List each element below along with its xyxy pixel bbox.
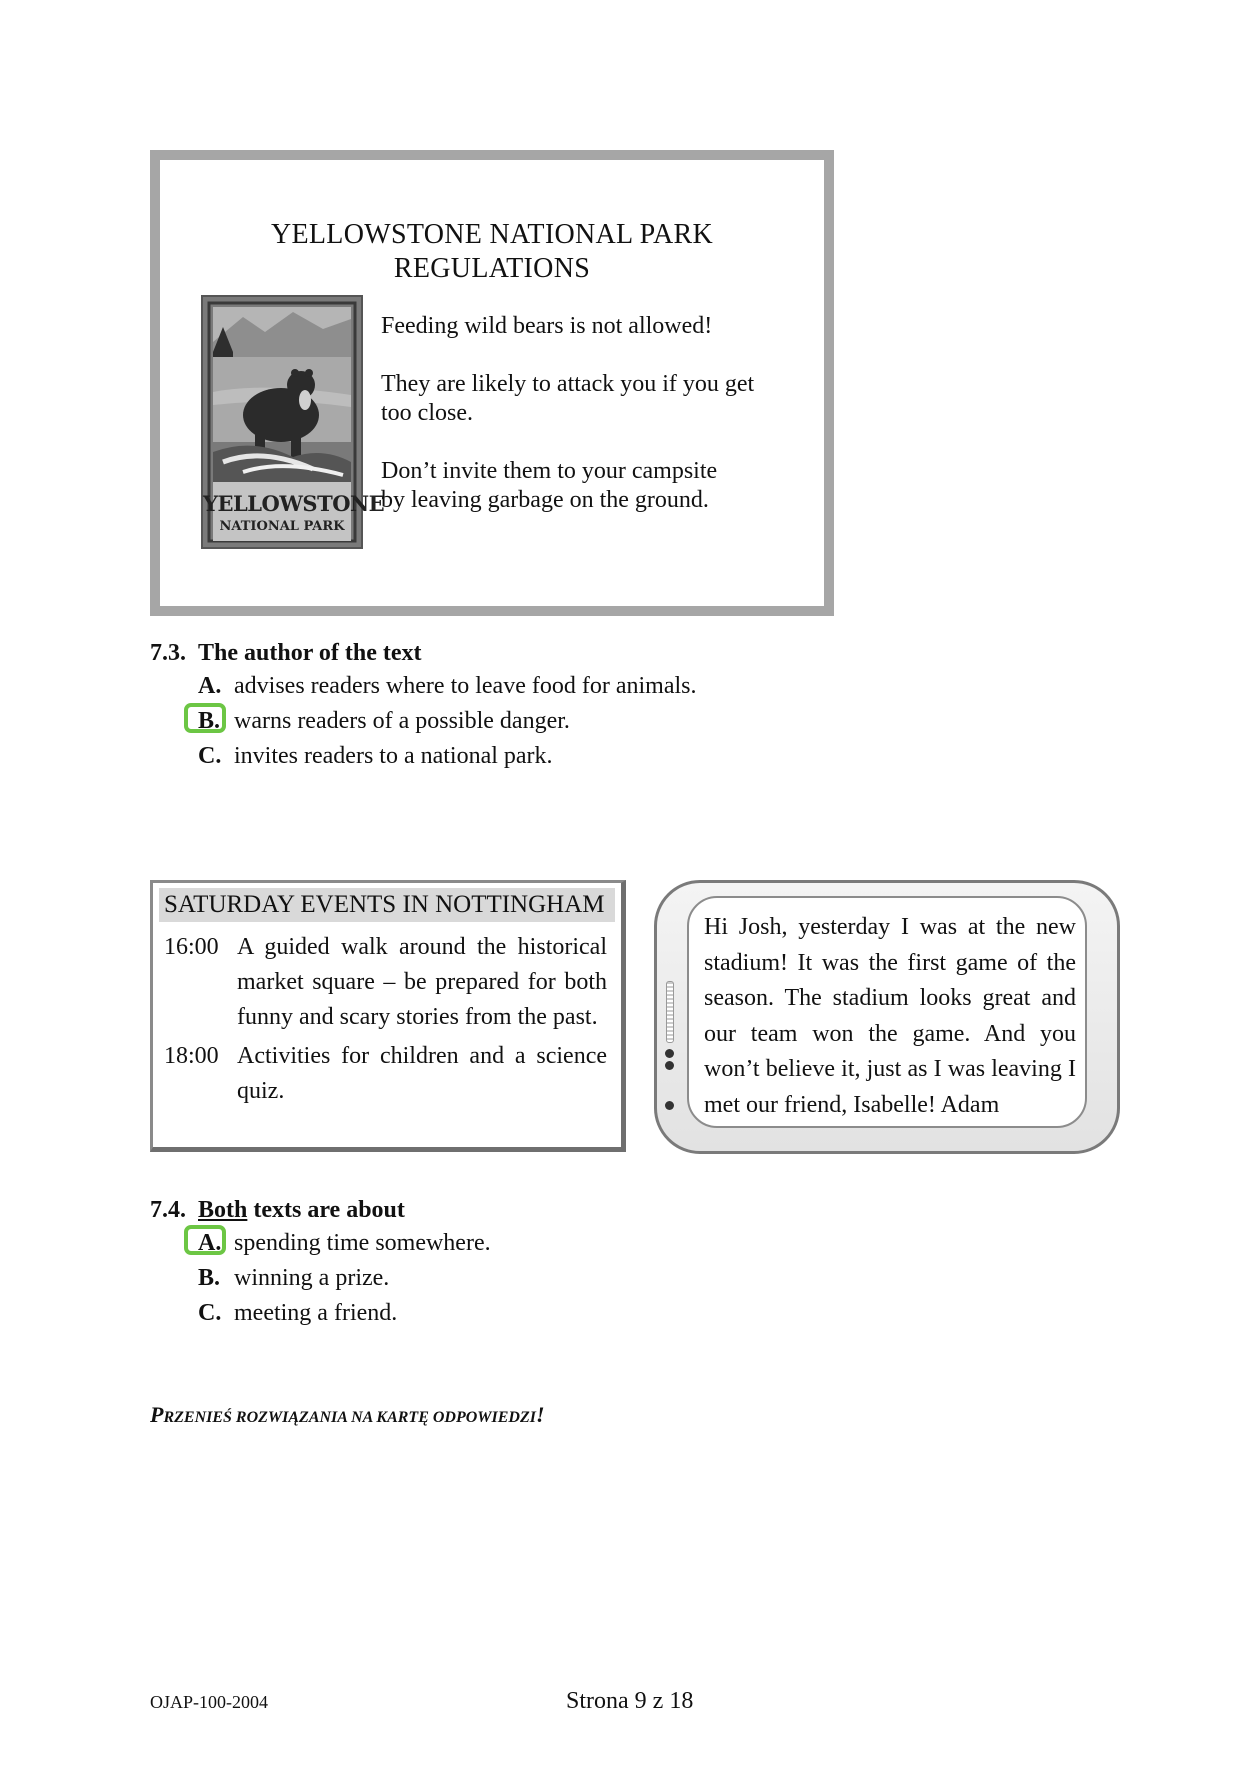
poster-logo-subtext: NATIONAL PARK: [219, 519, 345, 534]
transfer-instruction: PRZENIEŚ ROZWIĄZANIA NA KARTĘ ODPOWIEDZI!: [150, 1402, 545, 1427]
event-time: 18:00: [164, 1043, 219, 1069]
question-number: 7.3.: [150, 640, 186, 666]
yellowstone-notice: [150, 150, 834, 616]
selected-answer-mark: [184, 703, 226, 733]
phone-screen: [687, 896, 1087, 1128]
answer-option-a[interactable]: A. spending time somewhere.: [198, 1226, 491, 1261]
selected-answer-mark: [184, 1225, 226, 1255]
bear-poster-image: [201, 295, 385, 549]
poster-logo-text: YELLOWSTONE: [203, 491, 385, 516]
question-prompt: The author of the text: [198, 640, 422, 666]
phone-speaker-icon: [666, 981, 674, 1043]
question-heading: [150, 1197, 491, 1224]
event-row: [153, 1039, 621, 1109]
answer-option-c[interactable]: C. invites readers to a national park.: [198, 743, 553, 769]
question-7-4: [150, 1197, 491, 1331]
event-description: Activities for children and a science quiz.: [237, 1043, 607, 1104]
answer-option-c[interactable]: C. meeting a friend.: [198, 1300, 398, 1326]
question-7-3: [150, 640, 696, 774]
notice-paragraph: Feeding wild bears is not allowed!: [381, 313, 713, 339]
phone-message: [654, 880, 1120, 1154]
question-heading: [150, 640, 696, 667]
notice-title-line2: REGULATIONS: [393, 253, 591, 284]
exam-code: OJAP-100-2004: [150, 1692, 269, 1712]
question-prompt: texts are about: [247, 1197, 405, 1223]
page-number: Strona 9 z 18: [566, 1688, 694, 1714]
notice-body: [381, 312, 801, 544]
text-message: Hi Josh, yesterday I was at the new stadium! It was the first game of the season. The stadium looks great and our team won the game. And you won’t believe it, just as I was leaving I met our friend, Isabelle! Adam: [704, 914, 1076, 1118]
event-time: 16:00: [164, 934, 219, 960]
events-table: [150, 880, 626, 1152]
event-row: [153, 930, 621, 1035]
notice-paragraph: Don’t invite them to your campsite by leaving garbage on the ground.: [381, 458, 718, 513]
notice-title-line1: YELLOWSTONE NATIONAL PARK: [270, 219, 713, 250]
event-description: A guided walk around the historical market square – be prepared for both funny and scary stories from the past.: [237, 934, 607, 1030]
phone-camera-icon: [665, 1101, 674, 1110]
notice-title: [160, 218, 824, 286]
answer-option-b[interactable]: B. warns readers of a possible danger.: [198, 704, 696, 739]
question-number: 7.4.: [150, 1197, 186, 1223]
answer-option-a[interactable]: A. advises readers where to leave food for animals.: [198, 673, 697, 699]
notice-paragraph: They are likely to attack you if you get too close.: [381, 371, 755, 426]
phone-sensor-icon: [665, 1061, 674, 1070]
answer-option-b[interactable]: B. winning a prize.: [198, 1265, 390, 1291]
phone-sensor-icon: [665, 1049, 674, 1058]
question-prompt-emphasis: Both: [198, 1197, 248, 1223]
events-heading: SATURDAY EVENTS IN NOTTINGHAM: [159, 888, 615, 922]
